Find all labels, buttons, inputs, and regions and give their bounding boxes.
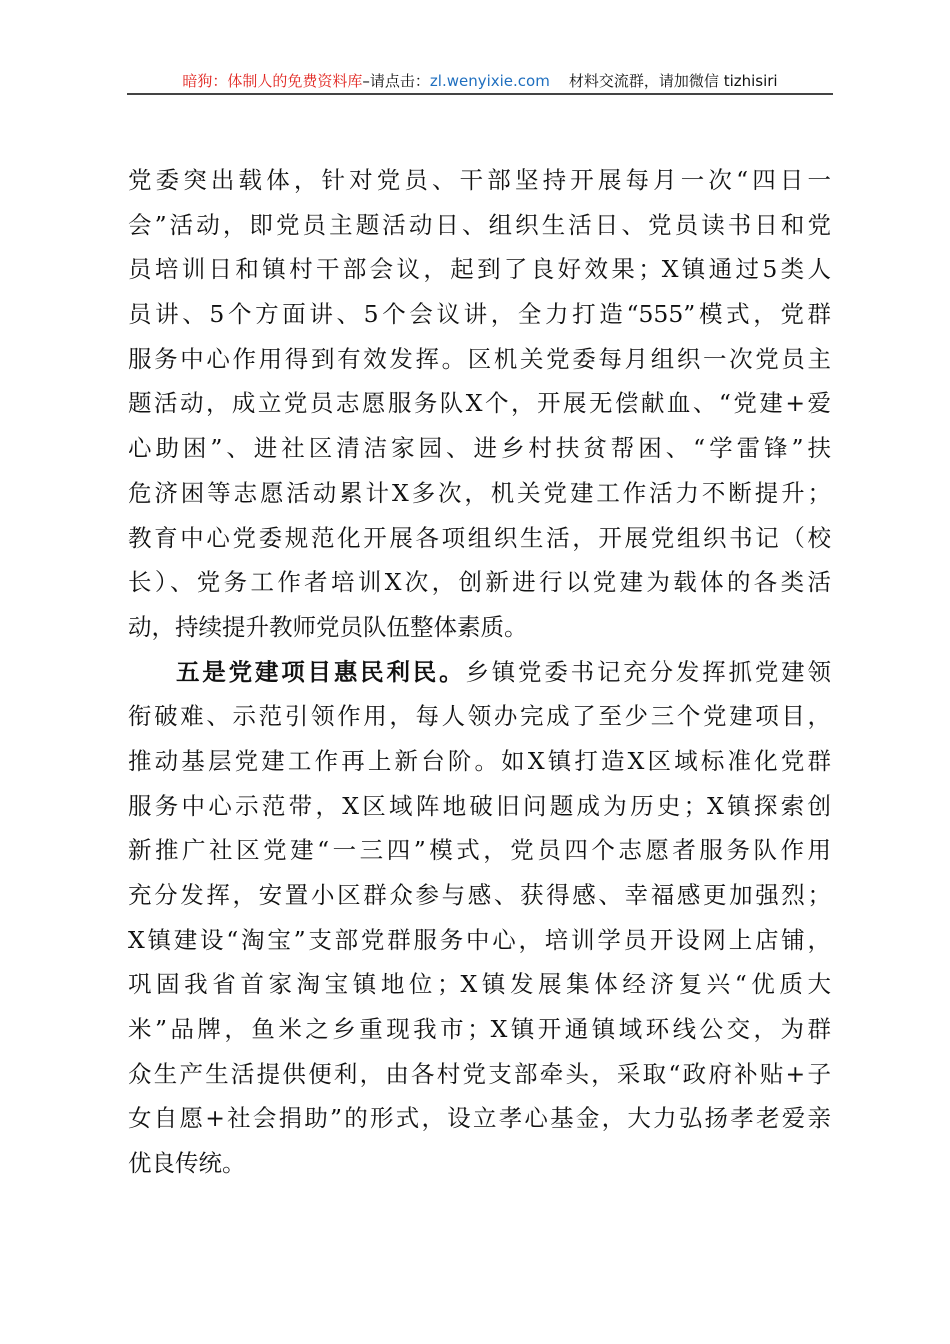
paragraph-line: 巩固我省首家淘宝镇地位；X镇发展集体经济复兴“优质大 [128, 970, 831, 999]
paragraph-line: 题活动，成立党员志愿服务队X个，开展无偿献血、“党建+爱 [128, 389, 831, 418]
paragraph-line: 充分发挥，安置小区群众参与感、获得感、幸福感更加强烈； [128, 881, 831, 909]
paragraph-line: 优良传统。 [128, 1149, 246, 1178]
header-site-name: 暗狗：体制人的免费资料库 [182, 72, 363, 90]
paragraph-line: 动，持续提升教师党员队伍整体素质。 [128, 612, 528, 641]
paragraph-line: 女自愿+社会捐助”的形式，设立孝心基金，大力弘扬孝老爱亲 [128, 1104, 831, 1133]
paragraph-line: 米”品牌，鱼米之乡重现我市；X镇开通镇域环线公交，为群 [128, 1015, 831, 1044]
paragraph-line: 服务中心示范带，X区域阵地破旧问题成为历史；X镇探索创 [128, 791, 831, 820]
paragraph-line: 员培训日和镇村干部会议，起到了良好效果；X镇通过5类人 [128, 255, 831, 284]
paragraph-2 [128, 650, 831, 1186]
paragraph-line: 危济困等志愿活动累计X多次，机关党建工作活力不断提升； [128, 478, 831, 507]
paragraph-line: 员讲、5个方面讲、5个会议讲，全力打造“555”模式，党群 [128, 300, 831, 329]
paragraph-line: 五是党建项目惠民利民。乡镇党委书记充分发挥抓党建领 [176, 657, 831, 686]
paragraph-line: 教育中心党委规范化开展各项组织生活，开展党组织书记（校 [128, 523, 831, 552]
paragraph-line: 推动基层党建工作再上新台阶。如X镇打造X区域标准化党群 [128, 746, 831, 775]
paragraph-line: 衔破难、示范引领作用，每人领办完成了至少三个党建项目， [128, 702, 831, 731]
paragraph-line: 服务中心作用得到有效发挥。区机关党委每月组织一次党员主 [128, 344, 831, 373]
header-divider [127, 93, 833, 95]
paragraph-line: 长）、党务工作者培训X次，创新进行以党建为载体的各类活 [128, 568, 831, 597]
section-heading: 五是党建项目惠民利民。 [176, 657, 466, 686]
paragraph-line: 众生产生活提供便利，由各村党支部牵头，采取“政府补贴+子 [128, 1059, 831, 1088]
paragraph-line: 会”活动，即党员主题活动日、组织生活日、党员读书日和党 [128, 210, 831, 239]
paragraph-line: X镇建设“淘宝”支部党群服务中心，培训学员开设网上店铺， [128, 925, 831, 954]
paragraph-line: 党委突出载体，针对党员、干部坚持开展每月一次“四日一 [128, 166, 831, 194]
header-prompt: –请点击： [362, 72, 430, 90]
header-link[interactable]: zl.wenyixie.com [429, 72, 550, 90]
header-wechat: 材料交流群，请加微信 tizhisiri [568, 72, 778, 90]
document-body [128, 158, 831, 1186]
paragraph-line: 新推广社区党建“一三四”模式，党员四个志愿者服务队作用 [128, 836, 831, 865]
page-header [128, 70, 832, 94]
paragraph-1 [128, 158, 831, 650]
paragraph-line: 心助困”、进社区清洁家园、进乡村扶贫帮困、“学雷锋”扶 [128, 434, 831, 463]
